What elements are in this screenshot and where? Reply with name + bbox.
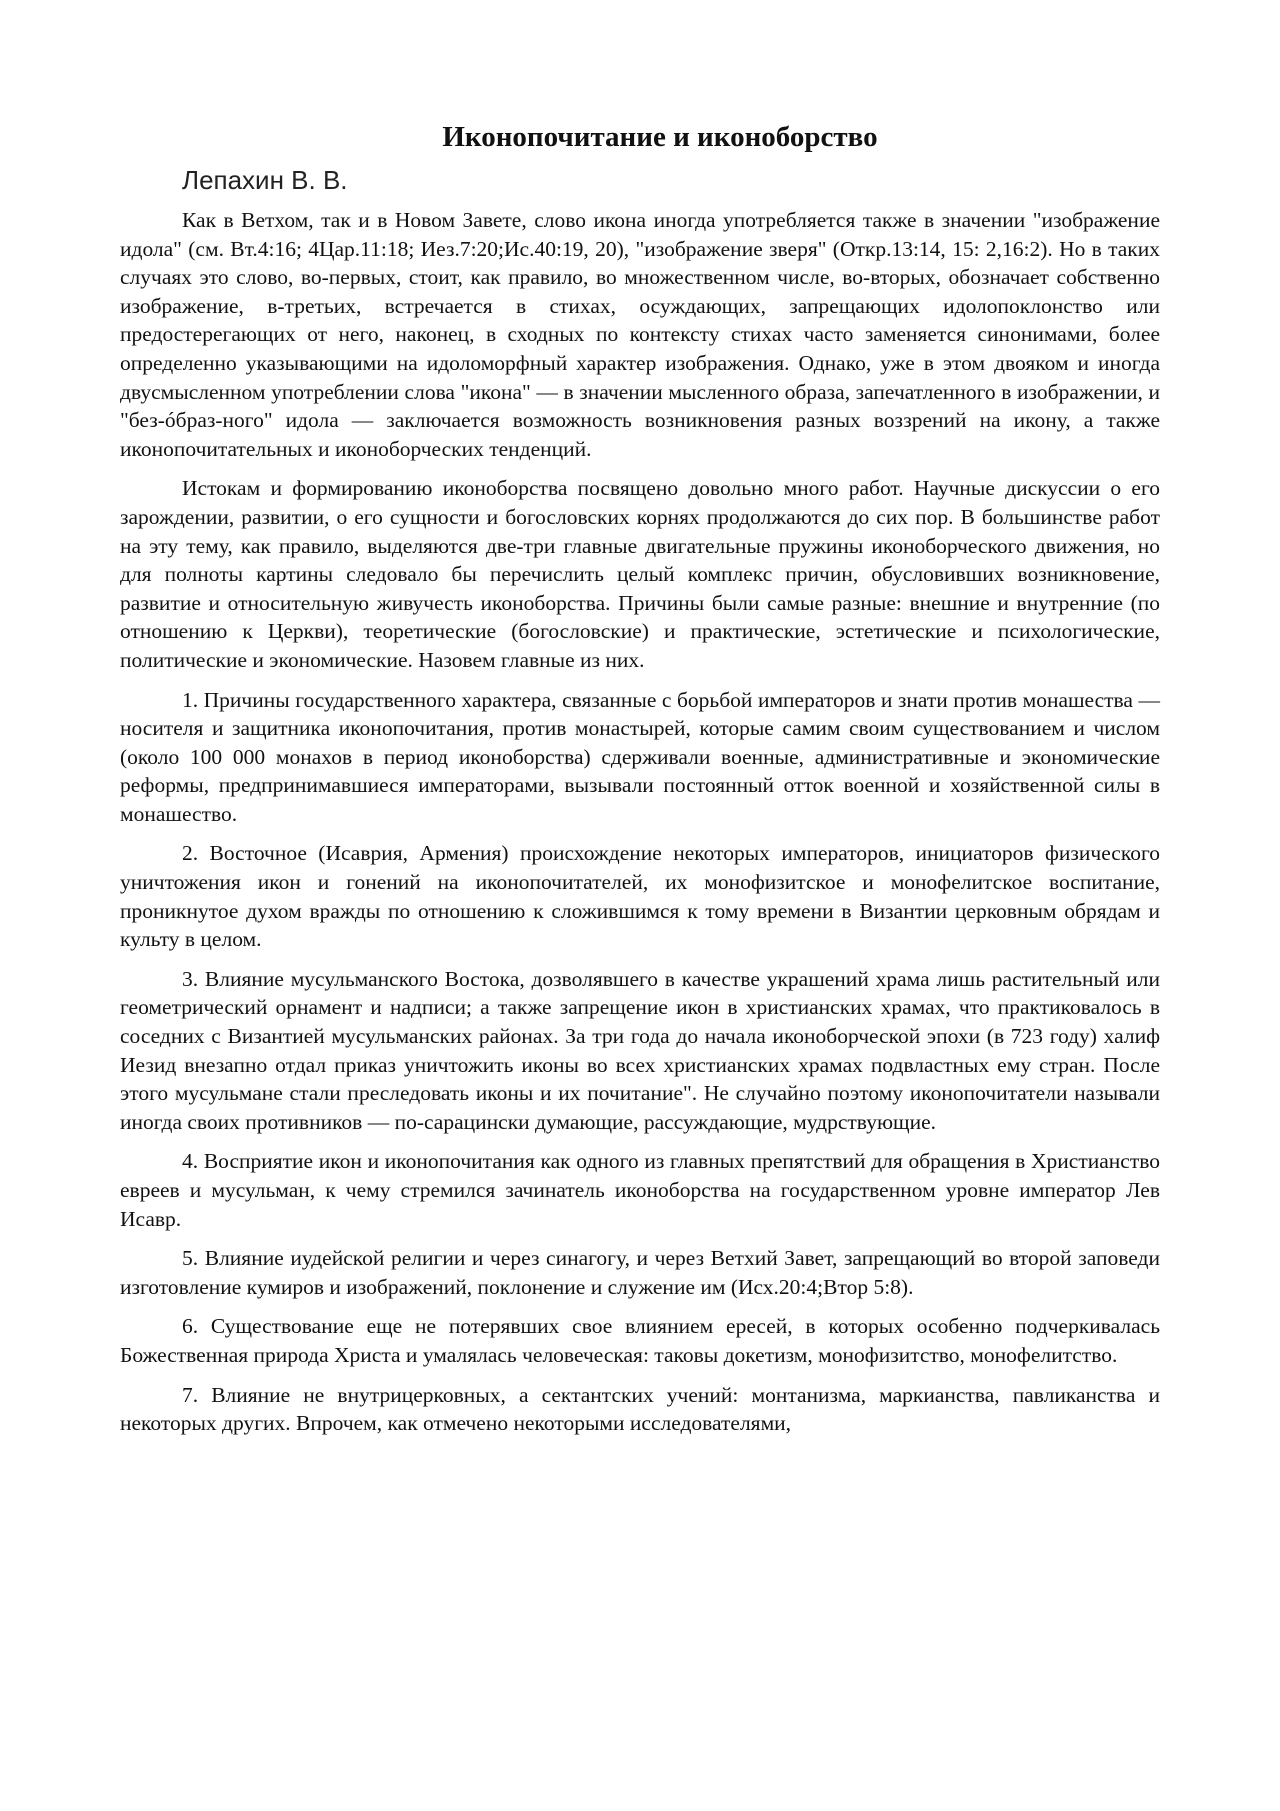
- paragraph-reason-7: 7. Влияние не внутрицерковных, а сектантских учений: монтанизма, маркианства, павликанства и некоторых других. Впрочем, как отмечено некоторыми исследователями,: [120, 1382, 1160, 1436]
- document-page: [120, 118, 1160, 1449]
- paragraph-origins: Истокам и формированию иконоборства посвящено довольно много работ. Научные дискуссии о его зарождении, развитии, о его сущности и богословских корнях продолжаются до сих пор. В большинстве работ на эту тему, как правило, выделяются две-три главные двигательные пружины иконоборческого движения, но для полноты картины следовало бы перечислить целый комплекс причин, обусловивших возникновение, развитие и относительную живучесть иконоборства. Причины были самые разные: внешние и внутренние (по отношению к Церкви), теоретические (богословские) и практические, эстетические и психологические, политические и экономические. Назовем главные из них.: [120, 476, 1160, 672]
- paragraph-reason-5: 5. Влияние иудейской религии и через синагогу, и через Ветхий Завет, запрещающий во второй заповеди изготовление кумиров и изображений, поклонение и служение им (Исх.20:4;Втор 5:8).: [120, 1246, 1160, 1299]
- document-title: Иконопочитание и иконоборство: [442, 121, 878, 153]
- paragraph-intro: Как в Ветхом, так и в Новом Завете, слово икона иногда употребляется также в значении "изображение идола" (см. Вт.4:16; 4Цар.11:18; Иез.7:20;Ис.40:19, 20), "изображение зверя" (Откр.13:14, 15: 2,16:2). Но в таких случаях это слово, во-первых, стоит, как правило, во множественном числе, во-вторых, обозначает собственно изображение, в-третьих, встречается в стихах, осуждающих, запрещающих идолопоклонство или предостерегающих от него, наконец, в сходных по контексту стихах часто заменяется синонимами, более определенно указывающими на идоломорфный характер изображения. Однако, уже в этом двояком и иногда двусмысленном употреблении слова "икона" — в значении мысленного образа, запечатленного в изображении, и "без-óбраз-ного" идола — заключается возможность возникновения разных воззрений на икону, а также иконопочитательных и иконоборческих тенденций.: [120, 208, 1160, 461]
- document-author: Лепахин В. В.: [182, 165, 348, 195]
- paragraph-reason-2: 2. Восточное (Исаврия, Армения) происхождение некоторых императоров, инициаторов физического уничтожения икон и гонений на иконопочитателей, их монофизитское и монофелитское воспитание, проникнутое духом вражды по отношению к сложившимся к тому времени в Византии церковным обрядам и культу в целом.: [120, 841, 1160, 952]
- paragraph-reason-1: 1. Причины государственного характера, связанные с борьбой императоров и знати против монашества — носителя и защитника иконопочитания, против монастырей, которые самим своим существованием и числом (около 100 000 монахов в период иконоборства) сдерживали военные, административные и экономические реформы, предпринимавшиеся императорами, вызывали постоянный отток военной и хозяйственной силы в монашество.: [120, 687, 1160, 826]
- paragraph-reason-4: 4. Восприятие икон и иконопочитания как одного из главных препятствий для обращения в Христианство евреев и мусульман, к чему стремился зачинатель иконоборства на государственном уровне император Лев Исавр.: [120, 1149, 1160, 1231]
- paragraph-reason-3: 3. Влияние мусульманского Востока, дозволявшего в качестве украшений храма лишь растительный или геометрический орнамент и надписи; а также запрещение икон в христианских храмах, что практиковалось в соседних с Византией мусульманских районах. За три года до начала иконоборческой эпохи (в 723 году) халиф Иезид внезапно отдал приказ уничтожить иконы во всех христианских храмах подвластных ему стран. После этого мусульмане стали преследовать иконы и их почитание". Не случайно поэтому иконопочитатели называли иногда своих противников — по-сарацински думающие, рассуждающие, мудрствующие.: [120, 966, 1160, 1134]
- paragraph-reason-6: 6. Существование еще не потерявших свое влиянием ересей, в которых особенно подчеркивалась Божественная природа Христа и умалялась человеческая: таковы докетизм, монофизитство, монофелитство.: [120, 1314, 1160, 1367]
